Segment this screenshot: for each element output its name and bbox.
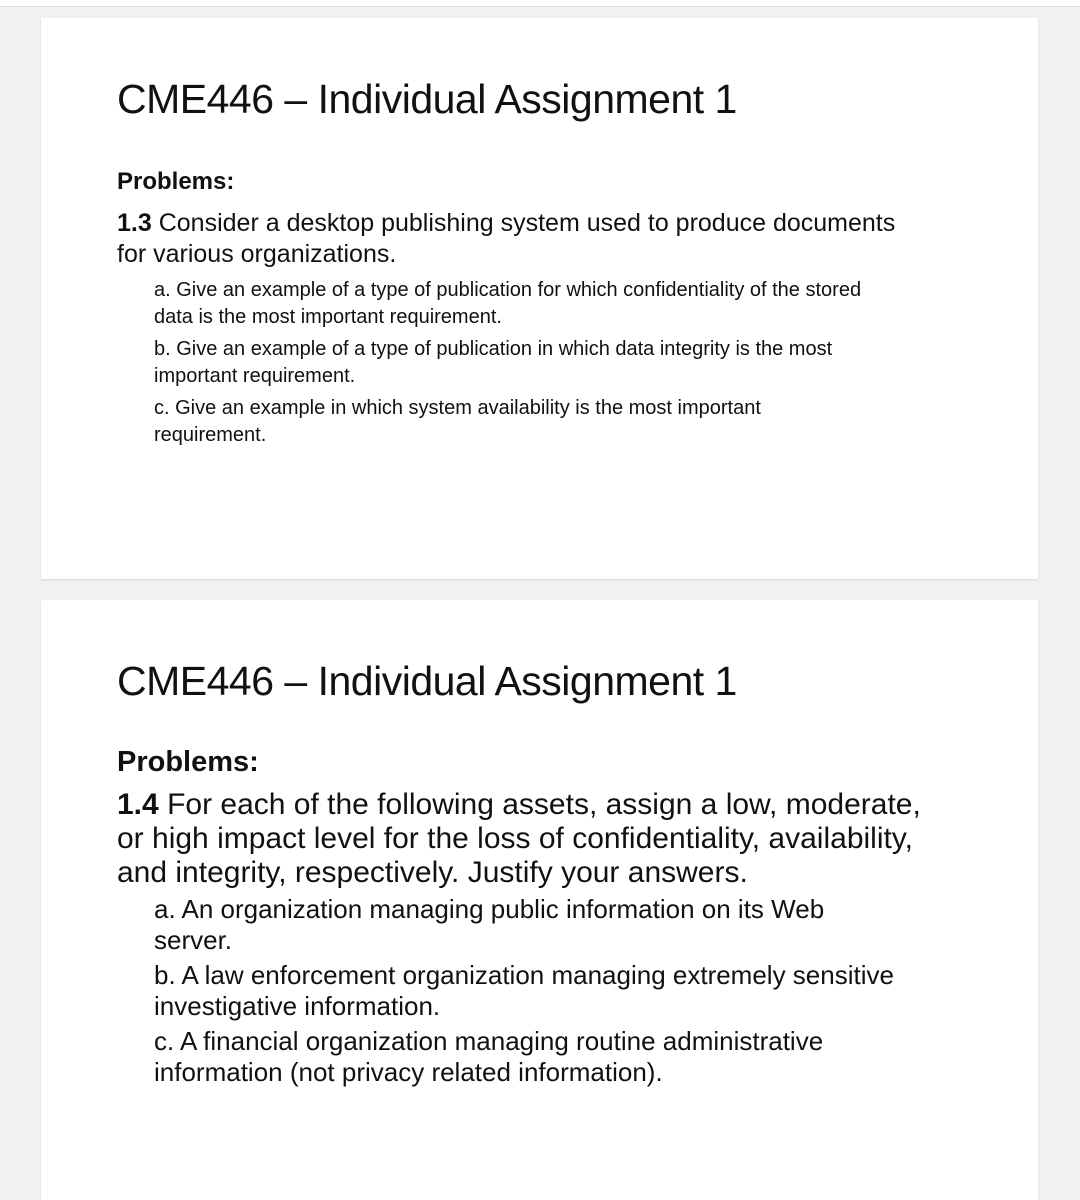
problems-heading: Problems: xyxy=(117,746,259,778)
sub-question-line: a. Give an example of a type of publication for which confidentiality of the stored xyxy=(154,279,862,301)
problem-number: 1.3 xyxy=(117,209,152,237)
sub-question-a xyxy=(154,277,861,331)
problem-text-line: and integrity, respectively. Justify your answers. xyxy=(117,856,748,889)
problem-statement xyxy=(117,208,895,270)
sub-question-line: important requirement. xyxy=(154,365,356,387)
problem-statement xyxy=(117,788,921,890)
sub-question-line: requirement. xyxy=(154,424,267,446)
sub-question-line: information (not privacy related information). xyxy=(154,1057,663,1087)
sub-question-line: b. A law enforcement organization managing extremely sensitive xyxy=(154,960,894,990)
sub-question-list xyxy=(154,894,894,1088)
page-title: CME446 – Individual Assignment 1 xyxy=(117,76,737,122)
problem-text-line: or high impact level for the loss of confidentiality, availability, xyxy=(117,822,913,855)
sub-question-c xyxy=(154,395,861,449)
sub-question-line: a. An organization managing public information on its Web xyxy=(154,894,825,924)
sub-question-line: b. Give an example of a type of publication in which data integrity is the most xyxy=(154,338,833,360)
viewer-top-strip xyxy=(0,0,1080,7)
problems-heading: Problems: xyxy=(117,168,235,195)
sub-question-line: c. A financial organization managing routine administrative xyxy=(154,1026,824,1056)
document-page-2 xyxy=(41,600,1038,1200)
page-title: CME446 – Individual Assignment 1 xyxy=(117,658,737,704)
sub-question-line: server. xyxy=(154,925,233,955)
sub-question-list xyxy=(154,277,861,449)
sub-question-line: data is the most important requirement. xyxy=(154,306,502,328)
sub-question-c xyxy=(154,1026,894,1088)
sub-question-b xyxy=(154,960,894,1022)
sub-question-line: investigative information. xyxy=(154,991,441,1021)
problem-text-line: For each of the following assets, assign a low, moderate, xyxy=(167,788,921,821)
sub-question-b xyxy=(154,336,861,390)
sub-question-a xyxy=(154,894,894,956)
document-page-1 xyxy=(41,18,1038,579)
problem-text-line: Consider a desktop publishing system used to produce documents xyxy=(158,209,896,237)
problem-text-line: for various organizations. xyxy=(117,240,397,268)
sub-question-line: c. Give an example in which system availability is the most important xyxy=(154,397,761,419)
problem-number: 1.4 xyxy=(117,788,159,821)
